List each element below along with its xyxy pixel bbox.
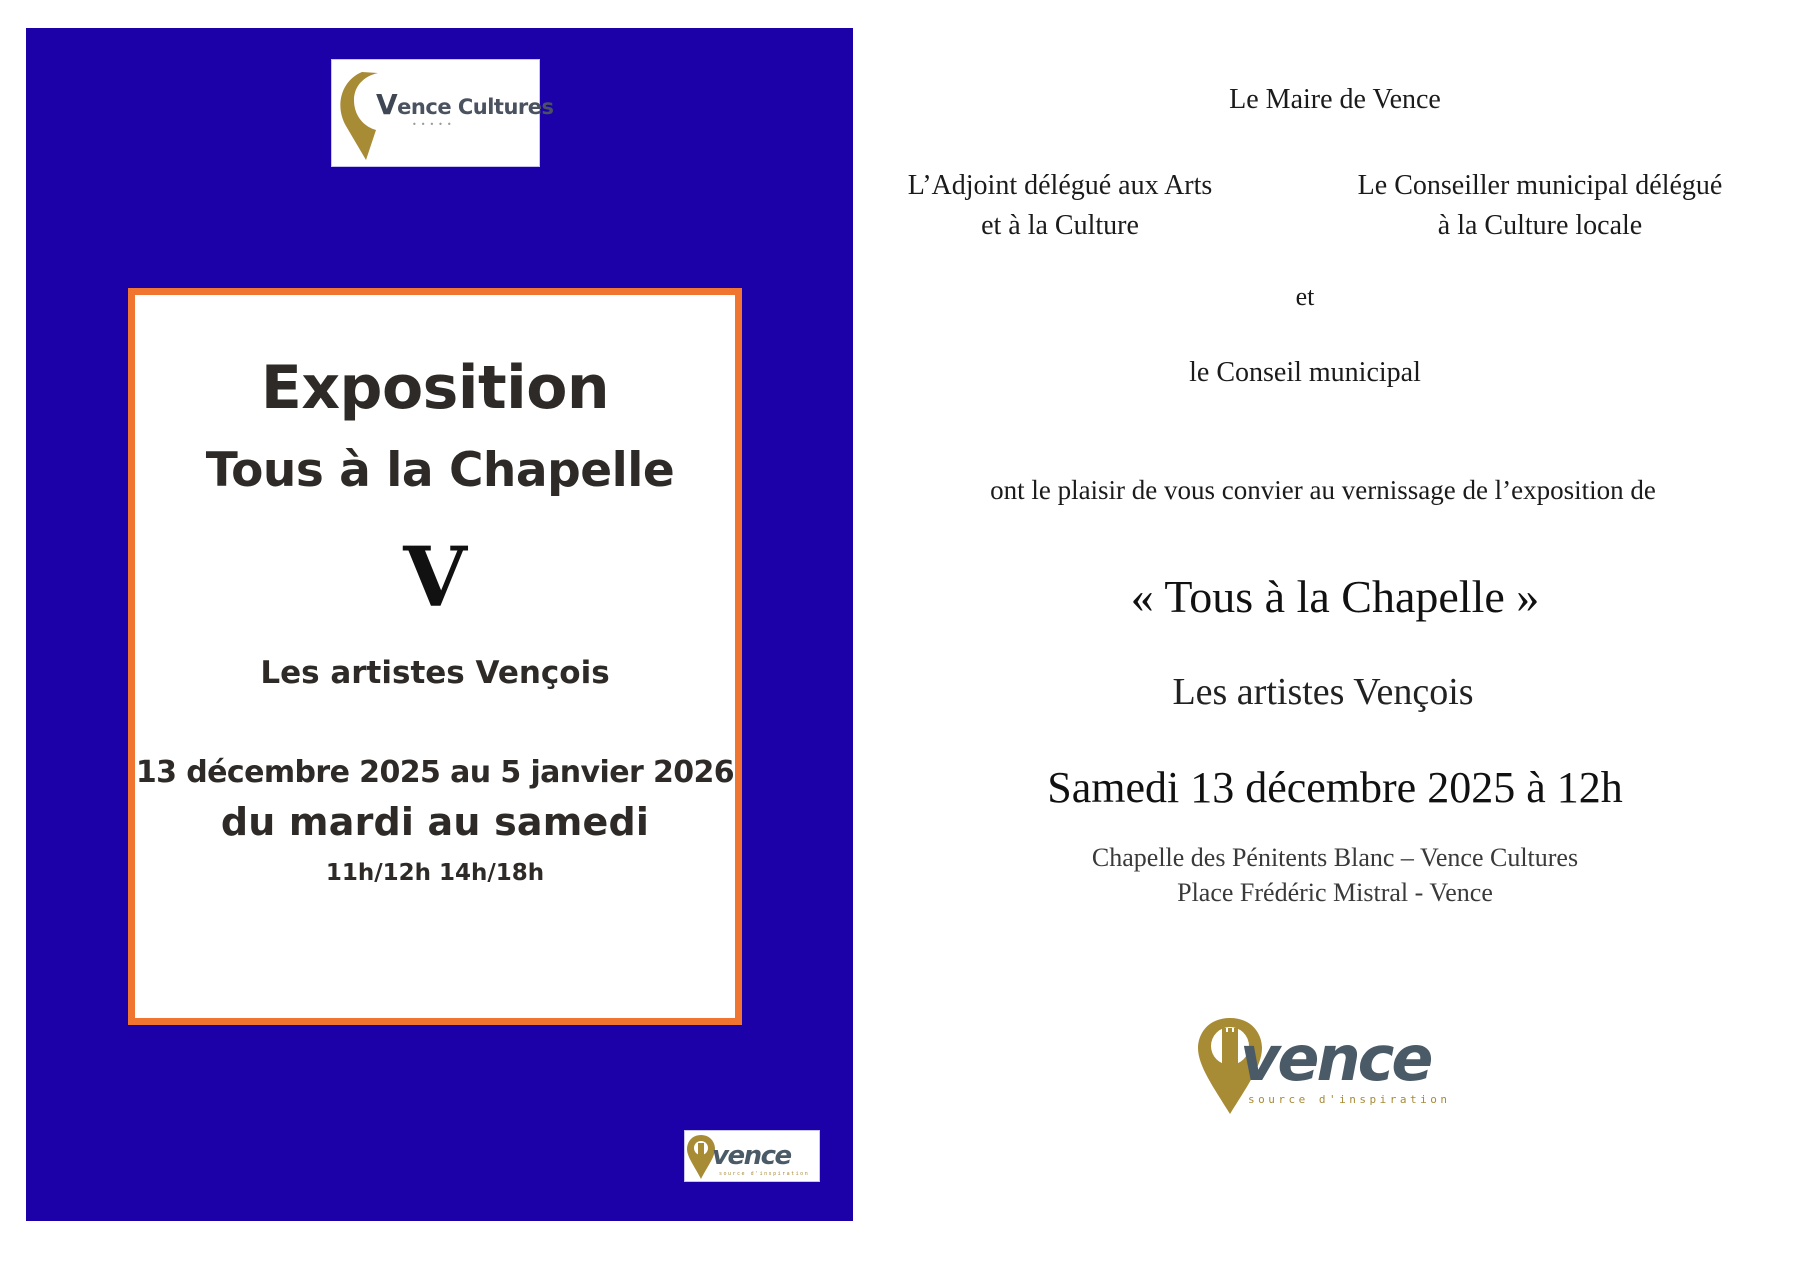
poster-hours: 11h/12h 14h/18h xyxy=(325,860,545,886)
venue-line-1: Chapelle des Pénitents Blanc – Vence Cultures xyxy=(1091,843,1579,872)
vence-logo-small-icon xyxy=(685,1131,820,1182)
vence-logo xyxy=(1190,1010,1460,1125)
vence-wordmark: vence xyxy=(1240,1022,1431,1095)
vence-tagline: source d'inspiration xyxy=(1248,1093,1451,1106)
v-emblem-icon: V xyxy=(403,530,467,626)
artists-line: Les artistes Vençois xyxy=(1172,671,1474,713)
poster-subtitle: Tous à la Chapelle xyxy=(205,443,675,498)
maire-line: Le Maire de Vence xyxy=(1229,84,1441,115)
poster-days: du mardi au samedi xyxy=(220,800,650,844)
conseiller-block xyxy=(1310,166,1770,246)
invitation-sentence: ont le plaisir de vous convier au vernissage de l’exposition de xyxy=(990,475,1656,505)
logo-text: Vence Cultures xyxy=(376,88,554,121)
logo-dots: ••••• xyxy=(412,120,456,129)
vence-cultures-logo xyxy=(331,59,554,167)
venue-line-2: Place Frédéric Mistral - Vence xyxy=(1177,878,1493,907)
et-line: et xyxy=(1295,282,1315,311)
adjoint-block xyxy=(870,166,1250,246)
venue-block xyxy=(870,840,1800,910)
poster-title: Exposition xyxy=(260,353,610,423)
adjoint-line-1: L’Adjoint délégué aux Arts xyxy=(907,170,1213,201)
poster-dates: 13 décembre 2025 au 5 janvier 2026 xyxy=(135,755,735,790)
conseil-line: le Conseil municipal xyxy=(1189,357,1421,388)
svg-text:vence: vence xyxy=(712,1141,791,1171)
poster-artists: Les artistes Vençois xyxy=(260,655,610,691)
svg-text:source d'inspiration: source d'inspiration xyxy=(719,1171,810,1177)
conseiller-line-2: à la Culture locale xyxy=(1437,210,1643,241)
exhibition-poster xyxy=(26,28,853,1221)
adjoint-line-2: et à la Culture xyxy=(981,210,1139,241)
poster-frame xyxy=(128,288,742,1025)
invitation xyxy=(870,0,1800,1272)
vence-logo-small xyxy=(684,1130,820,1182)
conseiller-line-1: Le Conseiller municipal délégué xyxy=(1357,170,1723,201)
exhibition-name: « Tous à la Chapelle » xyxy=(1130,571,1540,622)
vernissage-date: Samedi 13 décembre 2025 à 12h xyxy=(1047,763,1623,812)
